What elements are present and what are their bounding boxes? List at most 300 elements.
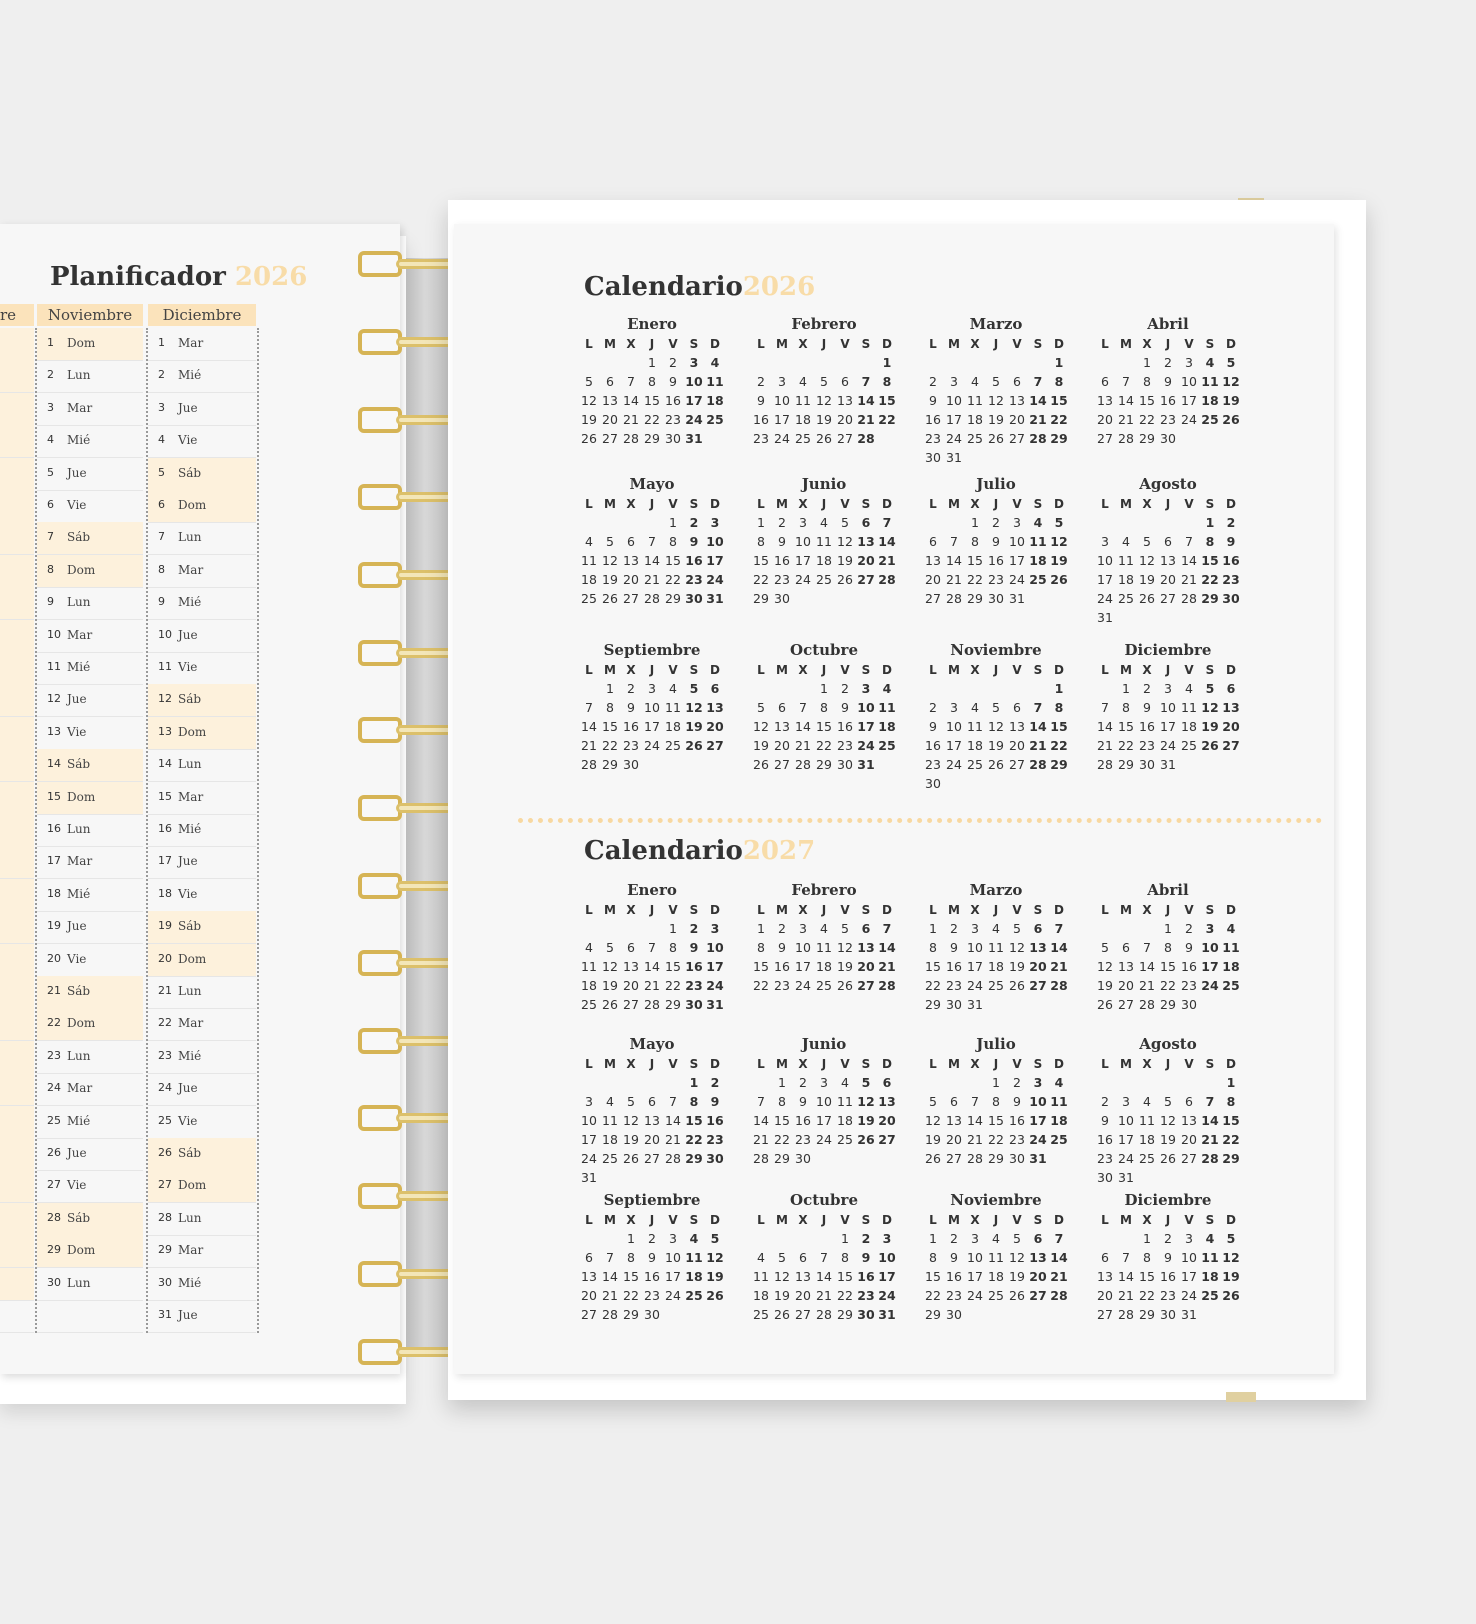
day-cell: 28 xyxy=(967,1151,983,1166)
day-cell: 24 xyxy=(1201,978,1219,993)
day-cell: 17 xyxy=(967,1269,983,1284)
day-cell xyxy=(1179,429,1200,448)
day-cell: 23 xyxy=(685,978,703,993)
month-grid xyxy=(751,900,898,995)
day-cell: 19 xyxy=(857,1113,875,1128)
day-cell: 4 xyxy=(882,681,892,696)
weekday-header: J xyxy=(821,902,827,917)
day-cell: 2 xyxy=(1185,921,1193,936)
day-cell: 14 xyxy=(878,940,896,955)
day-cell: 9 xyxy=(950,940,958,955)
day-cell: 19 xyxy=(837,553,853,568)
planner-day-row xyxy=(37,328,143,361)
weekday-header: D xyxy=(882,496,892,511)
day-cell: 21 xyxy=(623,412,639,427)
day-number: 10 xyxy=(158,627,172,641)
day-cell: 29 xyxy=(1201,591,1219,606)
day-cell: 1 xyxy=(929,921,937,936)
day-cell: 18 xyxy=(685,1269,703,1284)
day-cell: 5 xyxy=(992,374,1000,389)
day-cell: 28 xyxy=(1029,431,1047,446)
day-cell: 29 xyxy=(1118,757,1134,772)
weekday-label: Vie xyxy=(67,724,87,739)
day-cell: 17 xyxy=(946,412,962,427)
weekday-header: M xyxy=(1120,662,1132,677)
day-cell: 25 xyxy=(1029,572,1047,587)
day-cell: 4 xyxy=(799,374,807,389)
day-cell xyxy=(1007,679,1028,698)
day-cell: 3 xyxy=(799,515,807,530)
weekday-header: D xyxy=(1054,662,1064,677)
day-cell: 1 xyxy=(1164,921,1172,936)
day-cell: 19 xyxy=(602,572,618,587)
day-number: 5 xyxy=(158,465,165,479)
day-cell: 18 xyxy=(816,959,832,974)
day-cell: 20 xyxy=(774,738,790,753)
weekday-header: X xyxy=(970,1212,980,1227)
day-cell: 5 xyxy=(757,700,765,715)
day-cell: 14 xyxy=(753,1113,769,1128)
day-cell xyxy=(1200,1073,1221,1092)
weekday-label: Mar xyxy=(67,854,93,869)
month-diciembre xyxy=(1088,640,1248,774)
day-cell: 29 xyxy=(1050,757,1068,772)
planner-day-row xyxy=(148,814,256,847)
weekday-header: V xyxy=(1184,496,1194,511)
weekday-header: M xyxy=(948,1056,960,1071)
day-cell xyxy=(642,1168,663,1187)
weekday-label: Vie xyxy=(67,1178,87,1193)
day-cell: 6 xyxy=(950,1094,958,1109)
day-cell: 26 xyxy=(988,757,1004,772)
month-name: Mayo xyxy=(629,475,675,493)
day-cell: 15 xyxy=(878,393,896,408)
month-name: Enero xyxy=(627,881,677,899)
day-cell: 30 xyxy=(857,1307,875,1322)
weekday-label: Vie xyxy=(178,1113,198,1128)
day-cell: 4 xyxy=(1122,534,1130,549)
day-cell: 21 xyxy=(967,1132,983,1147)
month-name: Febrero xyxy=(791,881,857,899)
weekday-label: Jue xyxy=(178,854,198,869)
day-cell: 8 xyxy=(1054,374,1064,389)
day-cell xyxy=(1116,1073,1137,1092)
day-cell xyxy=(684,1305,705,1324)
day-cell xyxy=(751,1073,772,1092)
day-cell: 19 xyxy=(1139,572,1155,587)
cut-column-cell xyxy=(0,425,34,458)
day-cell: 21 xyxy=(1181,572,1197,587)
day-cell: 2 xyxy=(627,681,635,696)
day-cell: 9 xyxy=(1164,1250,1172,1265)
day-cell xyxy=(1179,608,1200,627)
day-cell: 25 xyxy=(967,757,983,772)
day-cell: 15 xyxy=(1201,553,1219,568)
weekday-header: D xyxy=(1054,1212,1064,1227)
day-cell: 27 xyxy=(878,1132,896,1147)
day-cell: 8 xyxy=(1164,940,1172,955)
weekday-label: Mié xyxy=(178,368,202,383)
day-cell xyxy=(814,1229,835,1248)
day-cell xyxy=(1049,995,1070,1014)
weekday-header: L xyxy=(585,1212,593,1227)
day-cell: 25 xyxy=(581,997,597,1012)
day-cell xyxy=(1095,919,1116,938)
weekday-header: V xyxy=(1184,902,1194,917)
month-name: Septiembre xyxy=(603,641,701,659)
day-cell xyxy=(705,429,726,448)
day-cell: 18 xyxy=(837,1113,853,1128)
day-cell: 7 xyxy=(757,1094,765,1109)
day-cell: 11 xyxy=(988,1250,1004,1265)
day-number: 26 xyxy=(47,1146,61,1159)
day-cell: 6 xyxy=(1033,921,1043,936)
day-cell: 9 xyxy=(778,534,786,549)
day-cell: 29 xyxy=(816,757,832,772)
weekday-header: X xyxy=(626,1056,636,1071)
weekday-header: M xyxy=(776,336,788,351)
day-cell: 21 xyxy=(946,572,962,587)
day-cell: 31 xyxy=(1009,591,1025,606)
month-name: Marzo xyxy=(969,315,1023,333)
day-number: 28 xyxy=(47,1210,61,1224)
weekday-header: S xyxy=(861,662,871,677)
weekday-header: M xyxy=(948,336,960,351)
day-cell: 12 xyxy=(1009,940,1025,955)
weekday-header: M xyxy=(948,662,960,677)
day-cell: 28 xyxy=(1118,431,1134,446)
weekday-header: V xyxy=(668,1212,678,1227)
day-cell: 28 xyxy=(623,431,639,446)
day-number: 23 xyxy=(47,1048,61,1062)
day-cell: 26 xyxy=(816,431,832,446)
month-grid xyxy=(579,494,726,608)
day-cell: 10 xyxy=(706,534,724,549)
weekday-header: J xyxy=(1165,902,1171,917)
day-cell: 6 xyxy=(778,700,786,715)
day-cell: 14 xyxy=(1050,1250,1068,1265)
day-cell: 15 xyxy=(1118,719,1134,734)
day-cell: 6 xyxy=(929,534,937,549)
day-cell: 20 xyxy=(925,572,941,587)
day-cell: 29 xyxy=(837,1307,853,1322)
day-cell: 10 xyxy=(795,534,811,549)
day-cell xyxy=(1179,755,1200,774)
day-cell: 8 xyxy=(929,940,937,955)
weekday-label: Dom xyxy=(178,498,207,512)
weekday-header: S xyxy=(1205,336,1215,351)
day-cell: 17 xyxy=(967,959,983,974)
month-noviembre xyxy=(916,640,1076,793)
day-cell: 21 xyxy=(1097,738,1113,753)
day-cell: 12 xyxy=(1139,553,1155,568)
day-cell: 12 xyxy=(1160,1113,1176,1128)
day-cell xyxy=(965,774,986,793)
day-cell: 26 xyxy=(1222,412,1240,427)
day-number: 2 xyxy=(158,368,165,382)
day-cell: 29 xyxy=(665,997,681,1012)
day-cell: 12 xyxy=(623,1113,639,1128)
weekday-header: D xyxy=(1054,496,1064,511)
day-cell xyxy=(600,1073,621,1092)
day-cell xyxy=(1116,919,1137,938)
day-cell: 30 xyxy=(795,1151,811,1166)
day-cell xyxy=(705,755,726,774)
day-cell: 19 xyxy=(581,412,597,427)
day-cell: 17 xyxy=(1201,959,1219,974)
day-number: 23 xyxy=(158,1048,172,1062)
day-cell: 2 xyxy=(1164,355,1172,370)
day-cell: 6 xyxy=(861,921,871,936)
day-cell: 30 xyxy=(1160,1307,1176,1322)
day-cell: 13 xyxy=(1029,1250,1047,1265)
day-cell xyxy=(1179,513,1200,532)
day-cell: 29 xyxy=(988,1151,1004,1166)
day-cell: 12 xyxy=(1097,959,1113,974)
day-cell xyxy=(986,995,1007,1014)
day-cell: 29 xyxy=(644,431,660,446)
day-cell: 4 xyxy=(1054,1075,1064,1090)
month-grid xyxy=(1095,660,1242,774)
weekday-header: V xyxy=(840,902,850,917)
day-cell: 30 xyxy=(925,450,941,465)
day-cell: 10 xyxy=(1029,1094,1047,1109)
day-cell: 7 xyxy=(971,1094,979,1109)
planner-day-row xyxy=(37,1203,143,1236)
day-cell: 7 xyxy=(820,1250,828,1265)
day-cell: 24 xyxy=(1029,1132,1047,1147)
planner-day-row xyxy=(148,911,256,944)
day-cell xyxy=(579,353,600,372)
day-cell: 6 xyxy=(1185,1094,1193,1109)
day-cell: 15 xyxy=(925,959,941,974)
day-cell: 7 xyxy=(1205,1094,1215,1109)
day-cell: 21 xyxy=(795,738,811,753)
weekday-header: J xyxy=(649,662,655,677)
day-cell: 10 xyxy=(795,940,811,955)
day-cell: 4 xyxy=(1205,355,1215,370)
day-cell xyxy=(663,1073,684,1092)
planner-day-row xyxy=(37,1008,143,1041)
weekday-header: V xyxy=(1012,336,1022,351)
weekday-header: D xyxy=(710,1056,720,1071)
day-cell: 1 xyxy=(669,515,677,530)
weekday-header: S xyxy=(861,496,871,511)
day-number: 6 xyxy=(47,498,54,511)
day-cell: 28 xyxy=(581,757,597,772)
day-cell: 12 xyxy=(685,700,703,715)
planner-title xyxy=(50,262,307,292)
day-cell: 1 xyxy=(757,921,765,936)
day-number: 3 xyxy=(158,400,165,414)
day-cell: 2 xyxy=(778,515,786,530)
cut-column-cell xyxy=(0,393,34,426)
day-cell: 7 xyxy=(669,1094,677,1109)
day-cell xyxy=(1200,995,1221,1014)
day-cell: 23 xyxy=(795,1132,811,1147)
planner-day-row xyxy=(37,749,143,782)
weekday-label: Lun xyxy=(178,530,202,545)
day-number: 22 xyxy=(158,1016,172,1030)
day-cell xyxy=(944,1073,965,1092)
day-cell: 17 xyxy=(774,412,790,427)
weekday-label: Dom xyxy=(178,951,207,966)
weekday-header: X xyxy=(1142,902,1152,917)
day-cell: 14 xyxy=(1097,719,1113,734)
planner-day-row xyxy=(148,1203,256,1236)
weekday-header: X xyxy=(1142,336,1152,351)
month-grid xyxy=(579,660,726,774)
day-cell xyxy=(600,1229,621,1248)
day-cell: 29 xyxy=(1222,1151,1240,1166)
day-cell: 6 xyxy=(1226,681,1236,696)
cut-column-cell xyxy=(0,814,34,847)
day-cell: 16 xyxy=(795,1113,811,1128)
weekday-header: S xyxy=(1205,1212,1215,1227)
day-cell: 27 xyxy=(1160,591,1176,606)
month-name: Noviembre xyxy=(950,1191,1042,1209)
month-name: Abril xyxy=(1147,315,1189,333)
day-cell: 19 xyxy=(602,978,618,993)
day-number: 1 xyxy=(47,336,54,349)
day-cell: 21 xyxy=(1029,738,1047,753)
month-enero xyxy=(572,880,732,1014)
day-cell: 8 xyxy=(669,534,677,549)
day-cell: 7 xyxy=(1054,921,1064,936)
day-cell: 4 xyxy=(585,534,593,549)
day-cell: 3 xyxy=(710,921,720,936)
day-cell: 3 xyxy=(882,1231,892,1246)
day-cell: 27 xyxy=(706,738,724,753)
day-cell: 11 xyxy=(706,374,724,389)
day-cell: 18 xyxy=(581,572,597,587)
day-number: 18 xyxy=(47,886,61,900)
day-number: 28 xyxy=(158,1210,172,1224)
weekday-label: Jue xyxy=(178,627,198,642)
day-cell xyxy=(684,755,705,774)
day-cell xyxy=(1095,513,1116,532)
day-number: 7 xyxy=(158,530,165,544)
day-cell: 23 xyxy=(623,738,639,753)
month-abril xyxy=(1088,314,1248,448)
day-cell: 23 xyxy=(1160,412,1176,427)
day-cell: 23 xyxy=(644,1288,660,1303)
day-number: 21 xyxy=(47,984,61,997)
month-name: Octubre xyxy=(790,641,858,659)
day-cell: 17 xyxy=(1097,572,1113,587)
day-cell: 30 xyxy=(685,997,703,1012)
day-cell: 5 xyxy=(1205,681,1215,696)
day-cell: 23 xyxy=(706,1132,724,1147)
cut-column-cell xyxy=(0,360,34,393)
weekday-label: Mar xyxy=(178,336,204,350)
day-cell: 29 xyxy=(967,591,983,606)
weekday-header: M xyxy=(776,496,788,511)
weekday-label: Vie xyxy=(67,498,87,512)
day-cell: 23 xyxy=(774,978,790,993)
day-cell xyxy=(923,353,944,372)
day-cell xyxy=(877,589,898,608)
day-cell: 7 xyxy=(585,700,593,715)
day-cell: 10 xyxy=(665,1250,681,1265)
weekday-header: M xyxy=(1120,336,1132,351)
day-cell: 22 xyxy=(753,978,769,993)
day-cell: 17 xyxy=(946,738,962,753)
day-number: 9 xyxy=(47,595,54,609)
day-cell: 5 xyxy=(992,700,1000,715)
day-cell: 15 xyxy=(837,1269,853,1284)
day-cell: 31 xyxy=(1181,1307,1197,1322)
day-cell: 23 xyxy=(946,978,962,993)
day-cell: 17 xyxy=(1029,1113,1047,1128)
day-cell: 3 xyxy=(1101,534,1109,549)
day-cell: 9 xyxy=(778,940,786,955)
weekday-header: X xyxy=(1142,1212,1152,1227)
day-cell: 12 xyxy=(816,393,832,408)
weekday-header: J xyxy=(993,336,999,351)
month-grid xyxy=(751,1054,898,1168)
day-cell: 3 xyxy=(799,921,807,936)
day-cell: 25 xyxy=(581,591,597,606)
day-cell: 20 xyxy=(1222,719,1240,734)
month-grid xyxy=(1095,494,1242,627)
day-cell: 30 xyxy=(1139,757,1155,772)
day-cell: 8 xyxy=(648,374,656,389)
day-cell xyxy=(923,1073,944,1092)
day-cell: 12 xyxy=(602,553,618,568)
day-cell: 28 xyxy=(795,757,811,772)
day-cell: 29 xyxy=(925,997,941,1012)
day-cell: 10 xyxy=(685,374,703,389)
day-cell: 18 xyxy=(878,719,896,734)
day-cell: 10 xyxy=(857,700,875,715)
day-cell: 29 xyxy=(1160,997,1176,1012)
planner-day-row xyxy=(148,458,256,491)
cut-column-cell xyxy=(0,1073,34,1106)
day-cell: 17 xyxy=(1181,1269,1197,1284)
day-cell: 24 xyxy=(774,431,790,446)
day-cell xyxy=(986,353,1007,372)
month-octubre xyxy=(744,1190,904,1324)
day-cell: 23 xyxy=(925,431,941,446)
day-cell xyxy=(705,1168,726,1187)
day-cell: 8 xyxy=(1143,1250,1151,1265)
day-cell: 6 xyxy=(882,1075,892,1090)
day-cell: 18 xyxy=(665,719,681,734)
planner-day-row xyxy=(37,1300,143,1333)
day-cell: 21 xyxy=(1050,959,1068,974)
day-cell: 9 xyxy=(757,393,765,408)
day-cell: 6 xyxy=(627,940,635,955)
planner-day-row xyxy=(37,1235,143,1268)
weekday-header: X xyxy=(1142,662,1152,677)
day-cell: 30 xyxy=(1009,1151,1025,1166)
weekday-label: Lun xyxy=(67,1275,91,1290)
day-cell: 8 xyxy=(1205,534,1215,549)
day-cell: 4 xyxy=(992,921,1000,936)
day-cell: 8 xyxy=(778,1094,786,1109)
weekday-header: L xyxy=(929,336,937,351)
dotted-divider xyxy=(35,328,37,1333)
day-cell: 16 xyxy=(706,1113,724,1128)
day-cell: 26 xyxy=(602,997,618,1012)
weekday-header: L xyxy=(929,496,937,511)
day-cell: 25 xyxy=(1181,738,1197,753)
day-cell: 20 xyxy=(1160,572,1176,587)
weekday-header: S xyxy=(1033,662,1043,677)
planner-day-row xyxy=(37,1170,143,1203)
day-cell: 14 xyxy=(665,1113,681,1128)
